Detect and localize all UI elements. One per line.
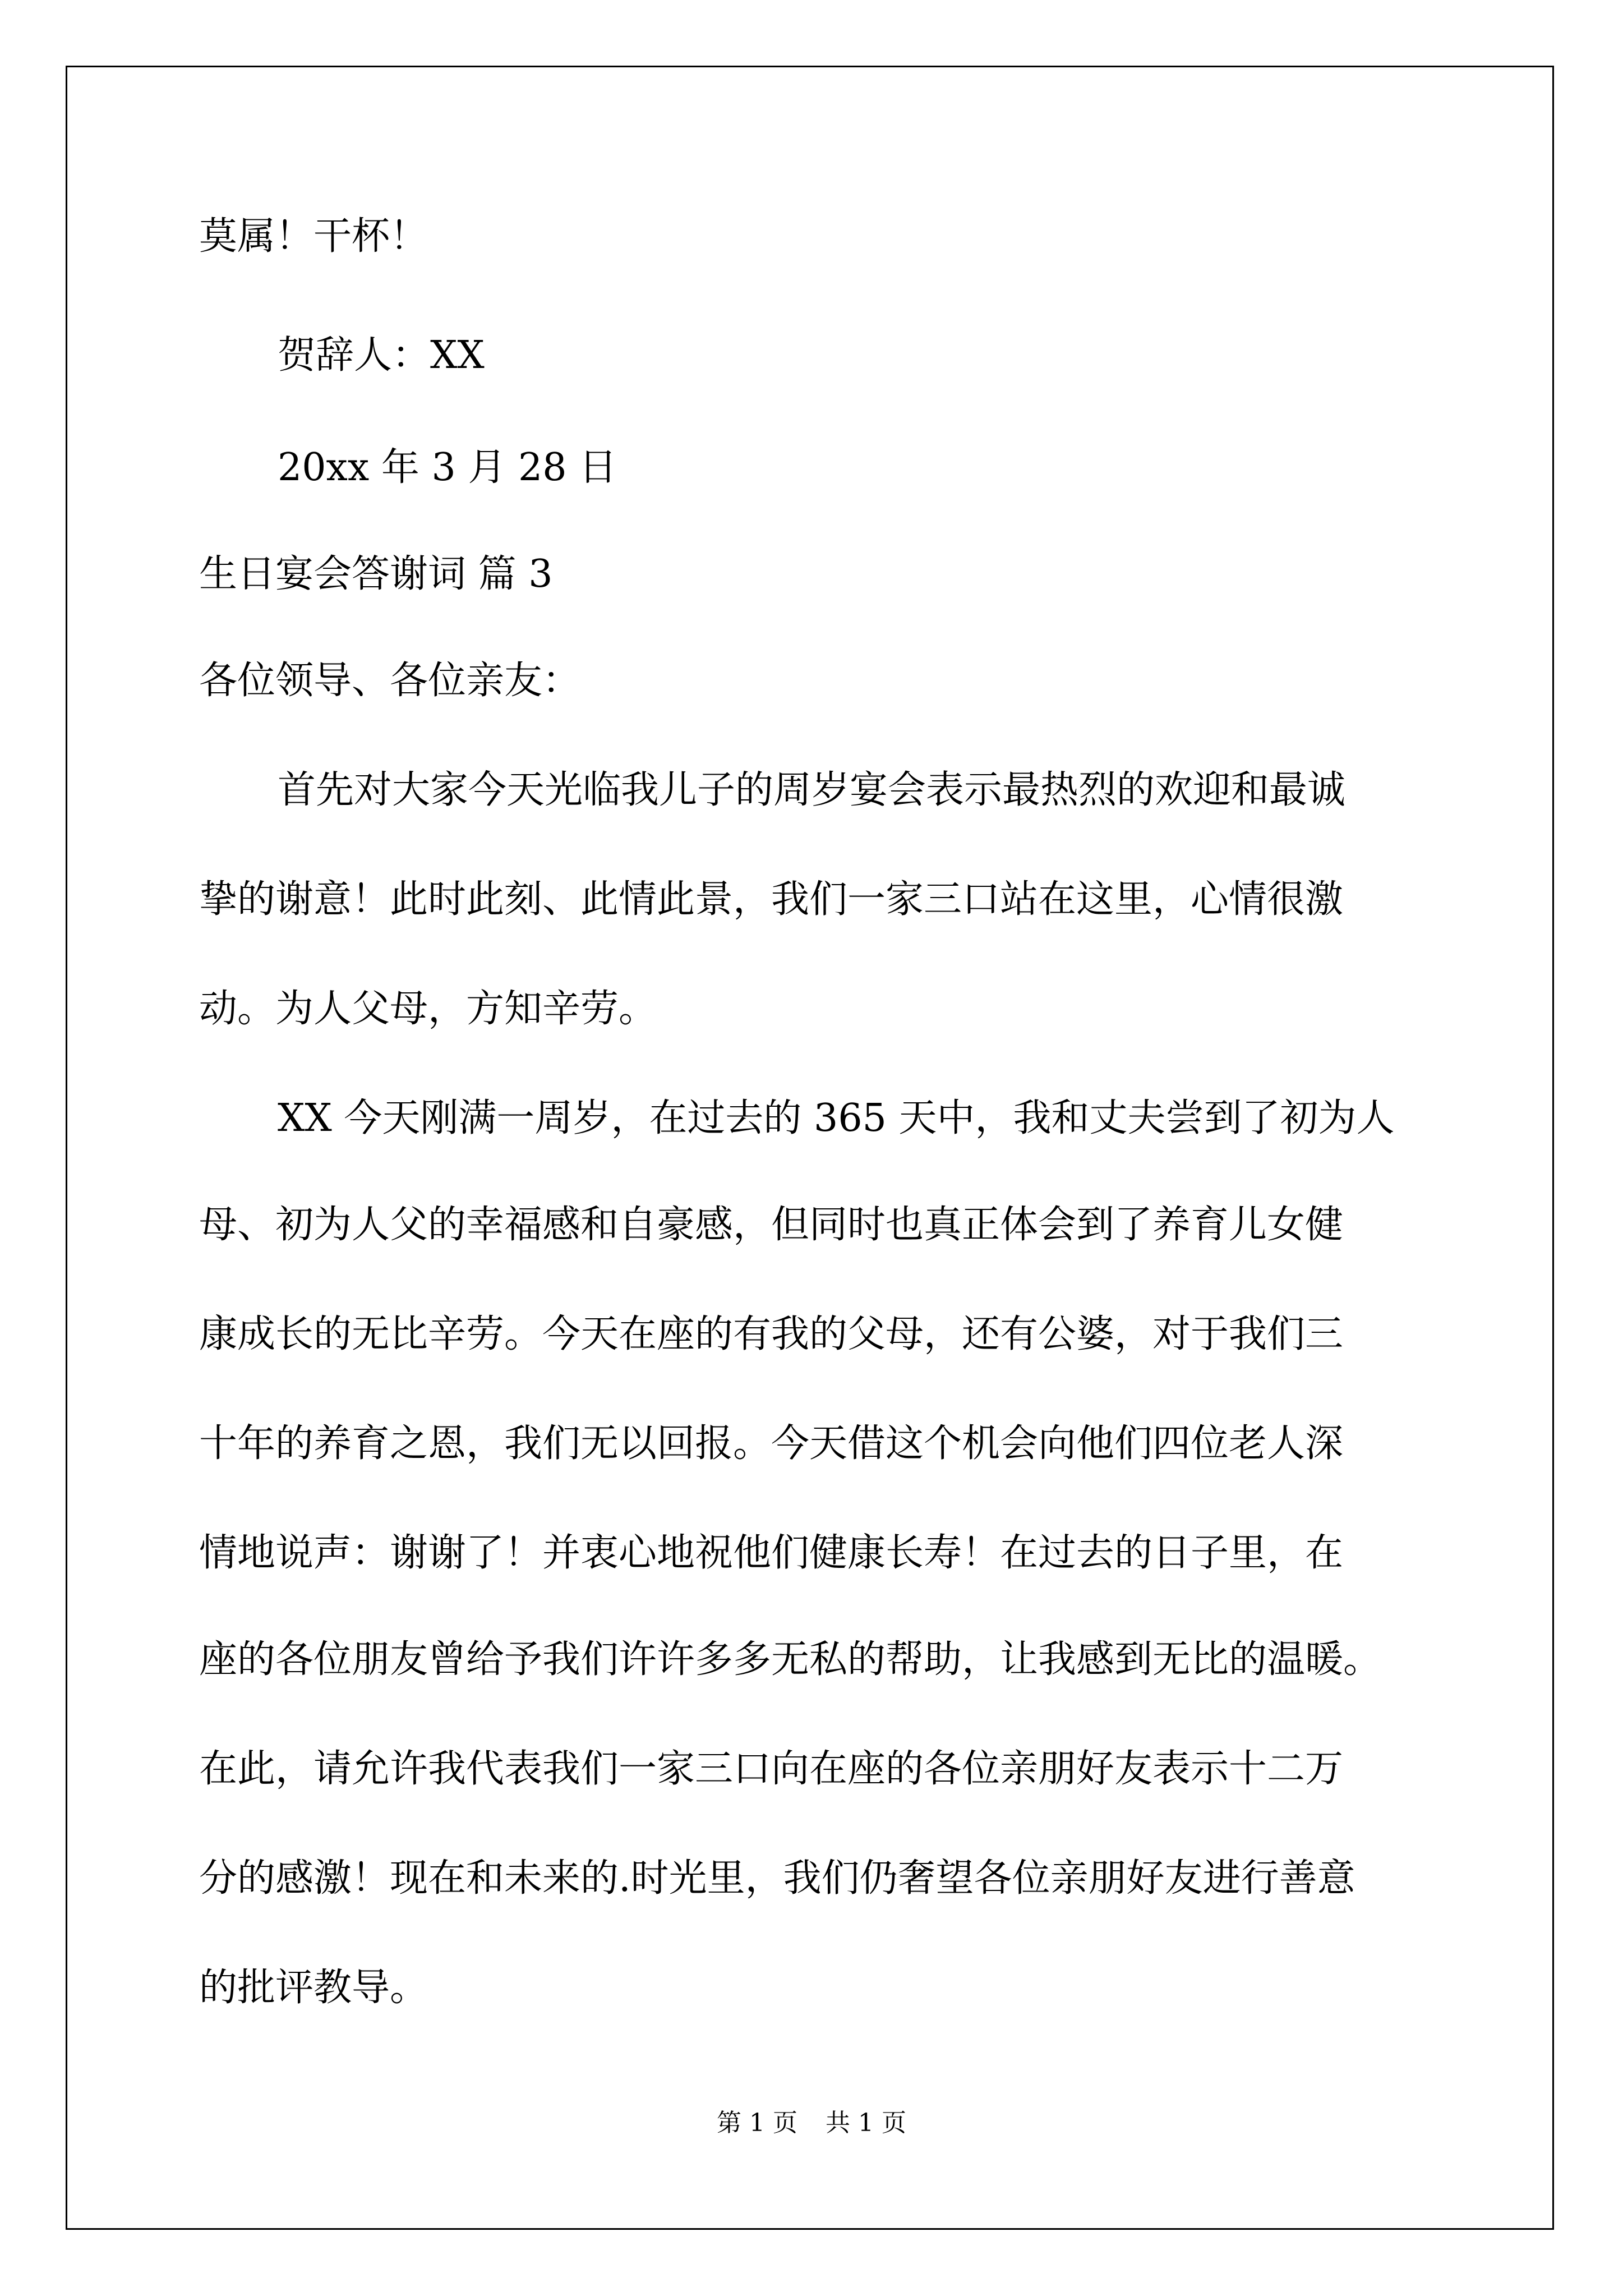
paragraph2-line: 座的各位朋友曾给予我们许许多多无私的帮助，让我感到无比的温暖。: [199, 1637, 1382, 1682]
signer-line: 贺辞人：XX: [278, 333, 485, 378]
page-total: 共 1 页: [826, 2109, 906, 2137]
date-line: 20xx 年 3 月 28 日: [278, 445, 617, 490]
paragraph2-line: 的批评教导。: [199, 1966, 428, 2010]
paragraph1-line: 挚的谢意！此时此刻、此情此景，我们一家三口站在这里，心情很激: [199, 877, 1344, 922]
paragraph1-line: 动。为人父母，方知辛劳。: [199, 987, 657, 1031]
section-heading: 生日宴会答谢词 篇 3: [199, 552, 553, 596]
paragraph2-line: 分的感激！现在和未来的.时光里，我们仍奢望各位亲朋好友进行善意: [199, 1856, 1355, 1901]
page-border: [66, 66, 1554, 2230]
salutation: 各位领导、各位亲友：: [199, 659, 581, 703]
paragraph2-line: 十年的养育之恩，我们无以回报。今天借这个机会向他们四位老人深: [199, 1421, 1344, 1466]
closing-line: 莫属！干杯！: [199, 214, 428, 259]
paragraph2-line: 康成长的无比辛劳。今天在座的有我的父母，还有公婆，对于我们三: [199, 1312, 1344, 1356]
paragraph2-line: 母、初为人父的幸福感和自豪感，但同时也真正体会到了养育儿女健: [199, 1203, 1344, 1247]
paragraph1-line: 首先对大家今天光临我儿子的周岁宴会表示最热烈的欢迎和最诚: [278, 768, 1346, 812]
paragraph2-line: 情地说声：谢谢了！并衷心地祝他们健康长寿！在过去的日子里，在: [199, 1531, 1344, 1575]
paragraph2-line: 在此，请允许我代表我们一家三口向在座的各位亲朋好友表示十二万: [199, 1747, 1344, 1791]
page-footer: [0, 2102, 1623, 2138]
page-number: 第 1 页: [717, 2109, 797, 2137]
paragraph2-line: XX 今天刚满一周岁，在过去的 365 天中，我和丈夫尝到了初为人: [278, 1096, 1395, 1140]
